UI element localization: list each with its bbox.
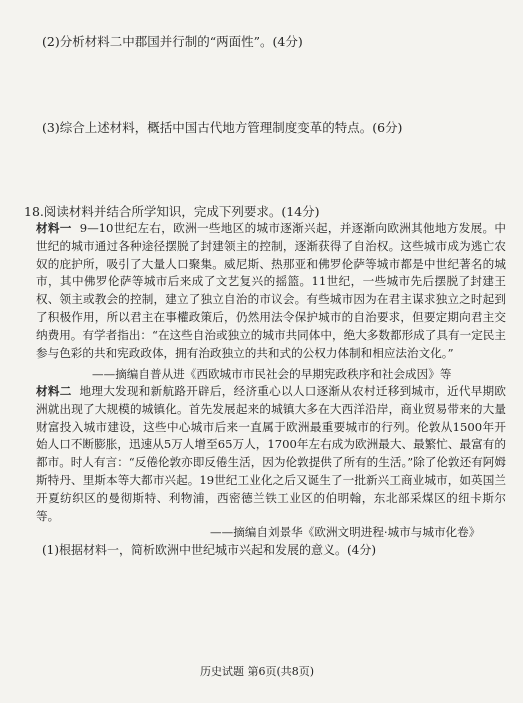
question-18-1: (1)根据材料一，简析欧洲中世纪城市兴起和发展的意义。(4分) [42, 543, 376, 557]
material-1 [36, 220, 506, 362]
question-2: (2)分析材料二中郡国并行制的“两面性”。(4分) [42, 34, 303, 49]
material-1-label: 材料一 [36, 221, 72, 235]
material-2 [36, 383, 506, 525]
question-18-title: 18.阅读材料并结合所学知识，完成下列要求。(14分) [24, 204, 320, 219]
material-2-label: 材料二 [36, 384, 72, 398]
material-1-text: 9—10世纪左右，欧洲一些地区的城市逐渐兴起，并逐渐向欧洲其他地方发展。中世纪的城市通过各种途径摆脱了封建领主的控制，逐渐获得了自治权。这些城市成为逃亡农奴的庇护所，吸引了大量人口聚集。威尼斯、热那亚和佛罗伦萨等城市都是中世纪著名的城市，其中佛罗伦萨等城市后来成了文艺复兴的摇篮。11世纪，一些城市先后摆脱了封建王权、领主或教会的控制，建立了独立自治的市议会。有些城市因为在君主谋求独立之时起到了积极作用，所以君主在事權政策后，仍然用法令保护城市的自治要求，但要定期向君主交纳费用。有学者指出：“在这些自治或独立的城市共同体中，绝大多数都形成了具有一定民主参与色彩的共和宪政政体，拥有治政独立的共和式的公权力体制和相应法治文化。” [36, 221, 506, 360]
page-footer: 历史试题 第6页(共8页) [200, 665, 315, 678]
material-2-text: 地理大发现和新航路开辟后，经济重心以人口逐渐从农村迁移到城市，近代早期欧洲就出现了大规模的城镇化。首先发展起来的城镇大多在大西洋沿岸，商业贸易带来的大量财富投入城市建设，这些中心城市后来一直属于欧洲最重要城市的行列。伦敦从1500年开始人口不断膨胀，迅速从5万人增至65万人，1700年左右成为欧洲最大、最繁忙、最富有的都市。时人有言：“反倦伦敦亦即反倦生活，因为伦敦提供了所有的生活。”除了伦敦还有阿姆斯特丹、里斯本等大都市兴起。19世纪工业化之后又诞生了一批新兴工商业城市，如英国兰开夏纺织区的曼彻斯特、利物浦，西密德兰铁工业区的伯明翰，东北部采煤区的纽卡斯尔等。 [36, 384, 506, 523]
material-1-paragraph [36, 220, 506, 362]
material-2-paragraph [36, 383, 506, 525]
question-3: (3)综合上述材料，概括中国古代地方管理制度变革的特点。(6分) [42, 120, 403, 135]
material-2-source: ——摘编自刘景华《欧洲文明进程·城市与城市化卷》 [210, 525, 481, 539]
material-1-source: ——摘编自普从进《西欧城市市民社会的早期宪政秩序和社会成因》等 [92, 367, 452, 381]
